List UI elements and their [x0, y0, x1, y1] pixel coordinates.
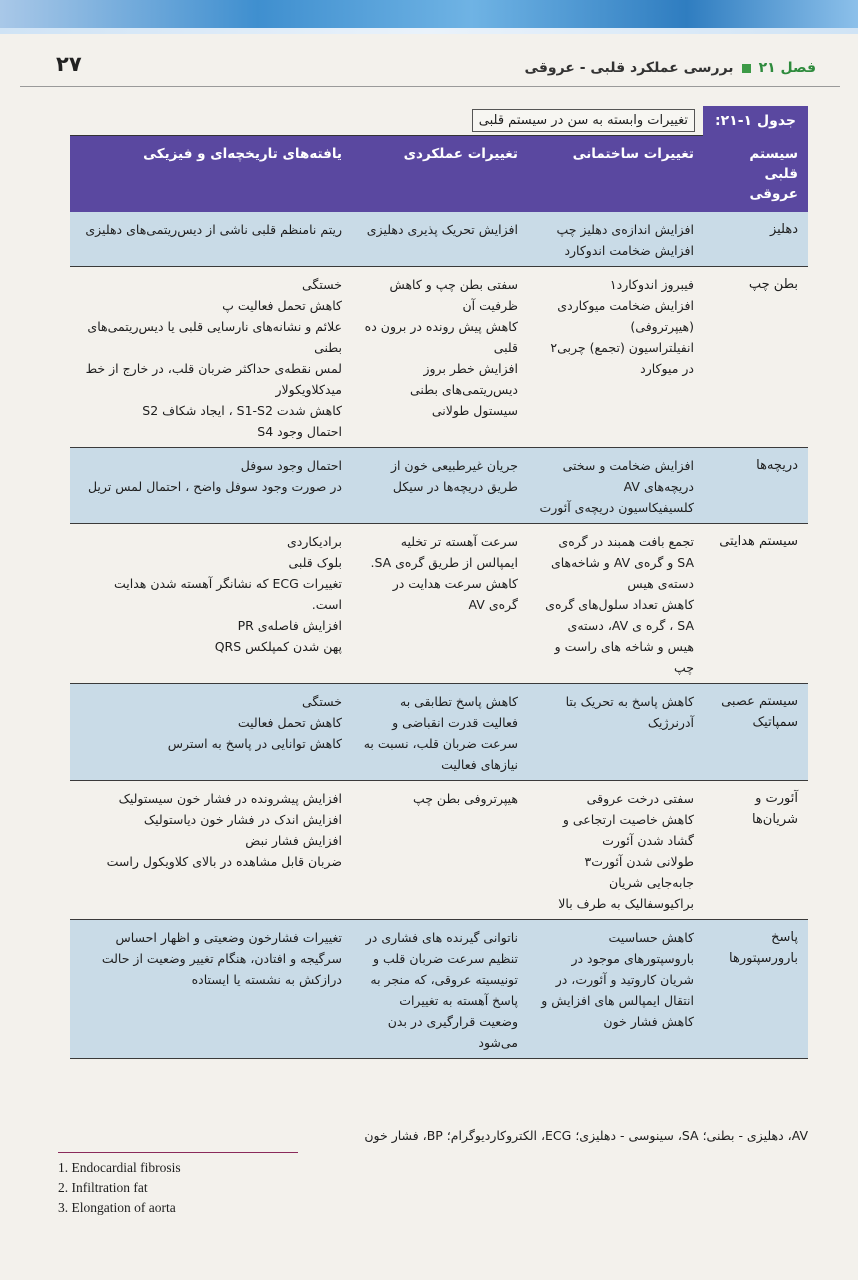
cell-findings [70, 524, 352, 684]
cell-line: افزایش ضخامت و سختی دریچه‌های AV [562, 458, 694, 494]
table-row [70, 684, 808, 781]
header-structural: تغییرات ساختمانی [528, 136, 704, 212]
cell-line: افزایش اندک در فشار خون دیاستولیک [143, 812, 342, 827]
header-functional: تغییرات عملکردی [352, 136, 528, 212]
cell-system: دهلیز [704, 212, 808, 267]
table-row [70, 524, 808, 684]
page-number: ۲۷ [56, 52, 82, 76]
cell-findings [70, 781, 352, 920]
cell-line: کاهش سرعت هدایت در گره‌ی AV [392, 576, 518, 612]
cell-system: آئورت و شریان‌ها [704, 781, 808, 920]
cell-line: کاهش پاسخ تطابقی به فعالیت قدرت انقباضی و سرعت ضربان قلب، نسبت به نیازهای فعالیت [363, 694, 518, 772]
cell-structural [528, 920, 704, 1059]
cell-system: دریچه‌ها [704, 448, 808, 524]
cell-line: جریان غیرطبیعی خون از طریق دریچه‌ها در سیکل [390, 458, 518, 494]
cell-functional [352, 781, 528, 920]
cell-system: بطن چپ [704, 267, 808, 448]
cell-line: کاهش تعداد سلول‌های گره‌ی SA ، گره ی AV، دسته‌ی هیس و شاخه های راست و چپ [545, 597, 694, 675]
cell-structural [528, 448, 704, 524]
cell-line: تجمع بافت همبند در گره‌ی SA و گره‌ی AV و شاخه‌های دسته‌ی هیس [550, 534, 694, 591]
cell-line: سفتی بطن چپ و کاهش ظرفیت آن [389, 277, 518, 313]
cell-line: علائم و نشانه‌های نارسایی قلبی یا دیس‌ریتمی‌های بطنی [87, 319, 342, 355]
cell-findings [70, 684, 352, 781]
cell-line: پهن شدن کمپلکس QRS [214, 639, 342, 654]
page-header [20, 52, 840, 87]
cell-system: پاسخ بارورسپتورها [704, 920, 808, 1059]
cell-line: لمس نقطه‌ی حداکثر ضربان قلب، در خارج از خط میدکلاویکولار [85, 361, 342, 397]
cell-line: افزایش خطر بروز دیس‌ریتمی‌های بطنی [410, 361, 518, 397]
cell-line: خستگی [302, 694, 342, 709]
cell-line: افزایش پیشرونده در فشار خون سیستولیک [118, 791, 342, 806]
cell-line: هیپرتروفی بطن چپ [412, 791, 518, 806]
cell-system: سیستم هدایتی [704, 524, 808, 684]
cell-line: ناتوانی گیرنده های فشاری در تنظیم سرعت ضربان قلب و تونیسیته عروقی، که منجر به پاسخ آهسته به تغییرات وضعیت قرارگیری در بدن می‌شود [365, 930, 518, 1050]
cell-line: احتمال وجود سوفل [240, 458, 342, 473]
cell-line: تغییرات ECG که نشانگر آهسته شدن هدایت است. [113, 576, 342, 612]
cell-line: کاهش پاسخ به تحریک بتا آدرنرژیک [565, 694, 694, 730]
cell-line: افزایش ضخامت میوکاردی (هیپرتروفی) [557, 298, 694, 334]
cell-line: کلسیفیکاسیون دریچه‌ی آئورت [539, 500, 694, 515]
footnote-divider [58, 1152, 298, 1153]
cell-line: ضربان قابل مشاهده در بالای کلاویکول راست [106, 854, 342, 869]
header-system: سیستم قلبی عروقی [704, 136, 808, 212]
table-caption-wrap [70, 106, 703, 136]
cell-line: فیبروز اندوکارد۱ [609, 277, 694, 292]
footnote-3: 3. Elongation of aorta [58, 1200, 176, 1215]
cell-line: افزایش اندازه‌ی دهلیز چپ [556, 222, 694, 237]
cell-line: جابه‌جایی شریان براکیوسفالیک به طرف بالا [558, 875, 694, 911]
table-header-row [70, 136, 808, 212]
cell-structural [528, 524, 704, 684]
cell-findings [70, 448, 352, 524]
cell-findings [70, 920, 352, 1059]
cell-line: کاهش تحمل فعالیت [237, 715, 342, 730]
running-header [525, 60, 816, 76]
cell-functional [352, 524, 528, 684]
cell-findings [70, 212, 352, 267]
cell-line: طولانی شدن آئورت۳ [584, 854, 694, 869]
cell-line: برادیکاردی [287, 534, 342, 549]
cell-line: احتمال وجود S4 [257, 424, 342, 439]
cell-structural [528, 267, 704, 448]
cell-line: انفیلتراسیون (تجمع) چربی۲ در میوکارد [550, 340, 694, 376]
cell-line: کاهش حساسیت باروسپتورهای موجود در شریان کاروتید و آئورت، در انتقال ایمپالس های افزایش و کاهش فشار خون [541, 930, 694, 1029]
cell-line: افزایش تحریک پذیری دهلیزی [366, 222, 518, 237]
cell-system: سیستم عصبی سمپاتیک [704, 684, 808, 781]
cell-line: سرعت آهسته تر تخلیه ایمپالس از طریق گره‌ی SA. [370, 534, 518, 570]
footnote-1: 1. Endocardial fibrosis [58, 1160, 181, 1175]
cell-line: در صورت وجود سوفل واضح ، احتمال لمس تریل [87, 479, 342, 494]
cell-line: سفتی درخت عروقی [586, 791, 694, 806]
table-row [70, 267, 808, 448]
table-title-bar [70, 106, 808, 136]
footnote-2: 2. Infiltration fat [58, 1180, 148, 1195]
cell-line: بلوک قلبی [288, 555, 342, 570]
table-row [70, 448, 808, 524]
cell-functional [352, 684, 528, 781]
cell-functional [352, 920, 528, 1059]
cell-findings [70, 267, 352, 448]
chapter-square-icon [742, 64, 751, 73]
cell-line: کاهش شدت S1-S2 ، ایجاد شکاف S2 [142, 403, 342, 418]
cell-structural [528, 684, 704, 781]
age-changes-table [70, 136, 808, 1059]
cell-line: خستگی [302, 277, 342, 292]
table-row [70, 920, 808, 1059]
cell-functional [352, 448, 528, 524]
cell-line: افزایش ضخامت اندوکارد [564, 243, 694, 258]
cell-line: ریتم نامنظم قلبی ناشی از دیس‌ریتمی‌های دهلیزی [85, 222, 342, 237]
cell-functional [352, 212, 528, 267]
top-color-band [0, 0, 858, 34]
cell-functional [352, 267, 528, 448]
table-label: جدول ۱-۲۱: [703, 106, 808, 136]
cell-structural [528, 781, 704, 920]
cell-line: افزایش فشار نبض [245, 833, 342, 848]
abbreviations-note: AV، دهلیزی - بطنی؛ SA، سینوسی - دهلیزی؛ ECG، الکتروکاردیوگرام؛ BP، فشار خون [364, 1128, 808, 1143]
table-row [70, 781, 808, 920]
table-body [70, 212, 808, 1059]
cell-line: کاهش پیش رونده در برون ده قلبی [364, 319, 518, 355]
cell-line: کاهش توانایی در پاسخ به استرس [167, 736, 342, 751]
cell-line: سیستول طولانی [431, 403, 518, 418]
chapter-label: فصل ۲۱ [758, 60, 816, 76]
footnotes [58, 1158, 358, 1218]
cell-line: کاهش تحمل فعالیت پ [222, 298, 342, 313]
running-title: بررسی عملکرد قلبی - عروقی [524, 60, 734, 76]
cell-line: کاهش خاصیت ارتجاعی و گشاد شدن آئورت [562, 812, 694, 848]
header-findings: یافته‌های تاریخچه‌ای و فیزیکی [70, 136, 352, 212]
cell-line: افزایش فاصله‌ی PR [237, 618, 342, 633]
cell-structural [528, 212, 704, 267]
table-caption: تغییرات وابسته به سن در سیستم قلبی [472, 109, 695, 132]
table-row [70, 212, 808, 267]
cell-line: تغییرات فشارخون وضعیتی و اظهار احساس سرگیجه و افتادن، هنگام تغییر وضعیت از حالت درازکش به نشسته یا ایستاده [101, 930, 342, 987]
